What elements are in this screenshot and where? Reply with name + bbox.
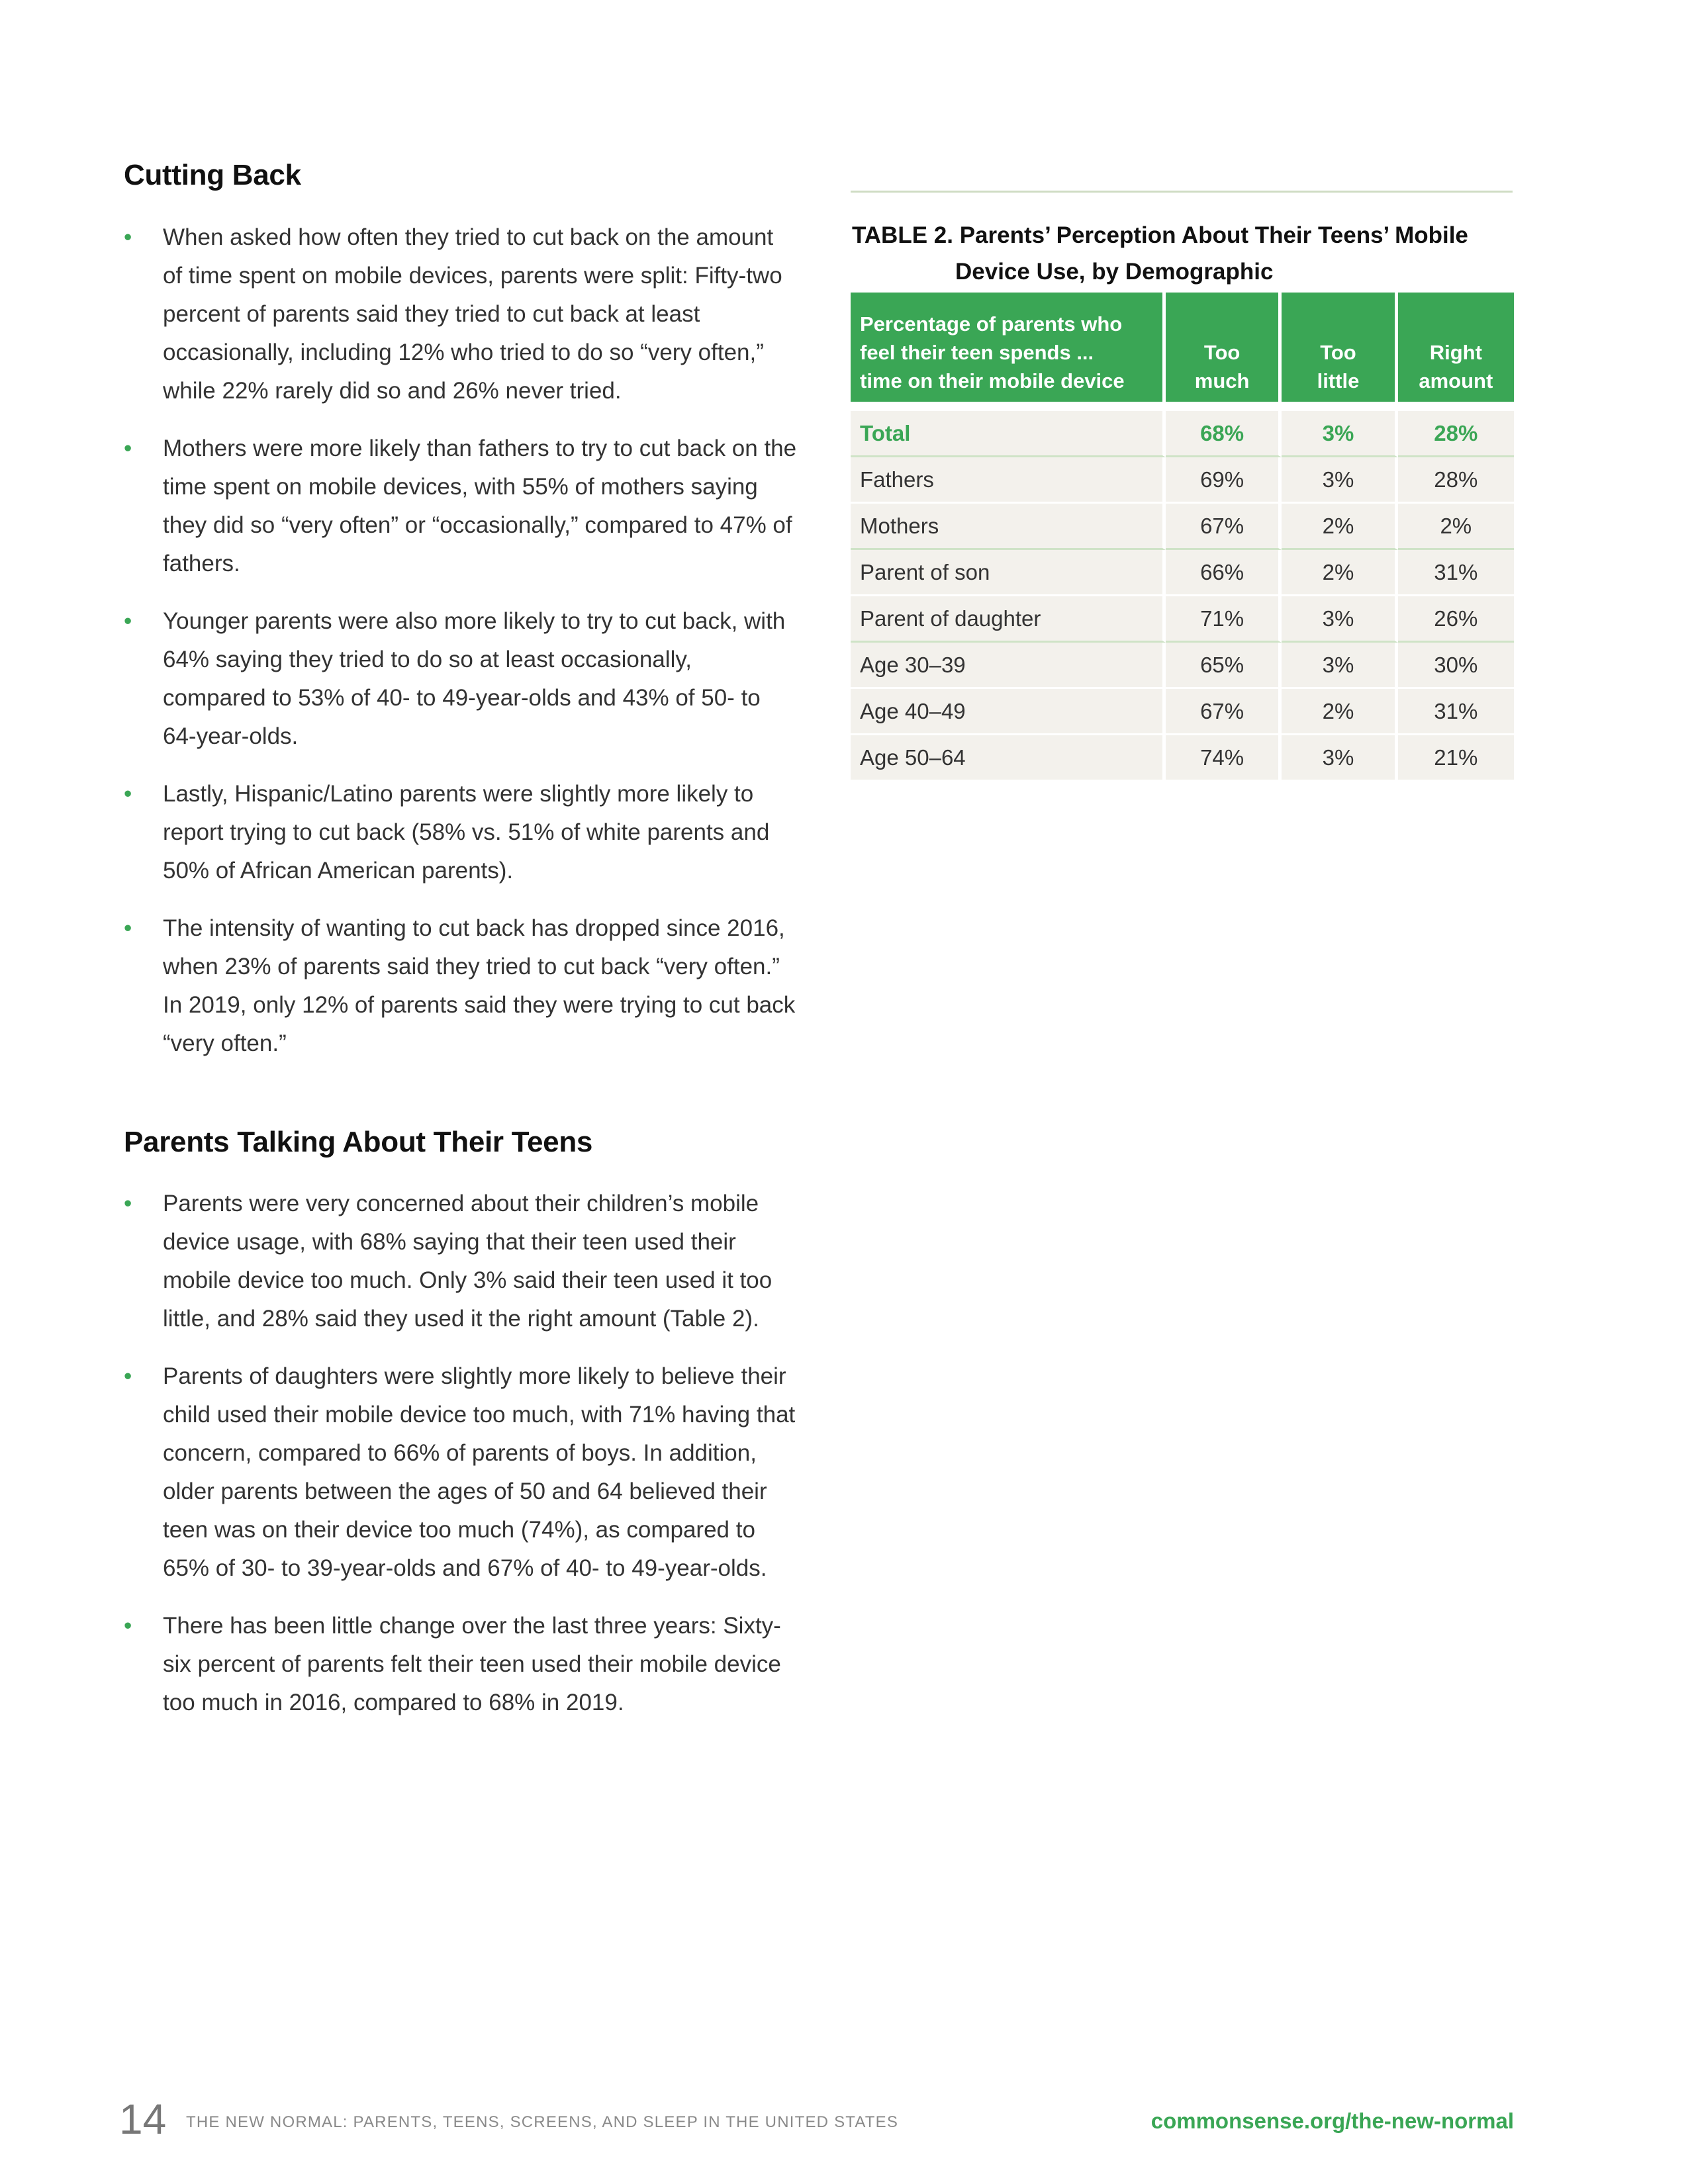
cell-right-amount: 31%: [1398, 689, 1514, 735]
table-title: [852, 217, 1514, 290]
table-header-right-amount: [1398, 293, 1514, 402]
row-label: Age 40–49: [851, 689, 1166, 735]
cell-too-much: 65%: [1166, 643, 1282, 689]
bullet-list-parents-talking: [124, 1185, 799, 1741]
bullet-icon: •: [124, 915, 132, 941]
table-row: [851, 689, 1514, 735]
data-table: [851, 293, 1514, 782]
bullet-text: Mothers were more likely than fathers to try to cut back on the time spent on mobile devices, with 55% of mothers saying they did so “very often” or “occasionally,” compared to 47% of fathers.: [163, 435, 797, 576]
row-label: Total: [851, 411, 1166, 457]
table-header-too-little: [1282, 293, 1397, 402]
header-too-much-line-1: Too: [1203, 341, 1241, 364]
cell-too-little: 3%: [1282, 596, 1397, 643]
cell-too-little: 2%: [1282, 689, 1397, 735]
table-title-line-2: Device Use, by Demographic: [955, 259, 1274, 285]
row-label: Age 50–64: [851, 735, 1166, 782]
footer-url-link[interactable]: commonsense.org/the-new-normal: [1150, 2109, 1514, 2133]
bullet-text: Parents of daughters were slightly more likely to believe their child used their mobile device too much, with 71% having that concern, compared to 66% of parents of boys. In addition, older parents between the ages of 50 and 64 believed their teen was on their device too much (74%), as compared to 65% of 30- to 39-year-olds and 67% of 40- to 49-year-olds.: [163, 1363, 796, 1581]
bullet-item: [124, 218, 799, 410]
section-heading-parents-talking: Parents Talking About Their Teens: [124, 1126, 593, 1158]
table-title-line-1: TABLE 2. Parents’ Perception About Their Teens’ Mobile: [852, 222, 1468, 248]
cell-too-little: 3%: [1282, 411, 1397, 457]
bullet-icon: •: [124, 1191, 132, 1216]
table-row: [851, 550, 1514, 596]
table-row-total: [851, 411, 1514, 457]
header-too-much-line-2: much: [1194, 369, 1250, 392]
bullet-text: Parents were very concerned about their children’s mobile device usage, with 68% saying that their teen used their mobile device too much. Only 3% said their teen used it too little, and 28% said they used it the right amount (Table 2).: [163, 1191, 773, 1332]
cell-right-amount: 28%: [1398, 457, 1514, 504]
table-top-rule: [851, 191, 1513, 193]
table-spacer-row: [851, 402, 1514, 411]
header-right-amount-line-2: amount: [1419, 369, 1493, 392]
table-row: [851, 643, 1514, 689]
section-heading-cutting-back: Cutting Back: [124, 159, 301, 191]
cell-right-amount: 31%: [1398, 550, 1514, 596]
cell-too-little: 3%: [1282, 457, 1397, 504]
row-label: Parent of daughter: [851, 596, 1166, 643]
cell-right-amount: 26%: [1398, 596, 1514, 643]
bullet-icon: •: [124, 1363, 132, 1389]
header-too-little-line-2: little: [1317, 369, 1360, 392]
header-too-little-line-1: Too: [1320, 341, 1356, 364]
cell-right-amount: 28%: [1398, 411, 1514, 457]
table-header-label: [851, 293, 1166, 402]
bullet-item: [124, 775, 799, 890]
table-header-row: [851, 293, 1514, 402]
header-label-line-3: time on their mobile device: [860, 369, 1125, 392]
cell-too-little: 3%: [1282, 735, 1397, 782]
table-header-too-much: [1166, 293, 1282, 402]
bullet-item: [124, 909, 799, 1063]
cell-too-little: 2%: [1282, 550, 1397, 596]
bullet-item: [124, 1357, 799, 1588]
bullet-icon: •: [124, 1613, 132, 1639]
header-label-line-2: feel their teen spends ...: [860, 341, 1094, 364]
header-right-amount-line-1: Right: [1429, 341, 1482, 364]
cell-too-much: 71%: [1166, 596, 1282, 643]
bullet-icon: •: [124, 781, 132, 807]
row-label: Mothers: [851, 504, 1166, 550]
bullet-text: The intensity of wanting to cut back has dropped since 2016, when 23% of parents said they tried to cut back “very often.” In 2019, only 12% of parents said they were trying to cut back “very often.”: [163, 915, 796, 1056]
bullet-item: [124, 1185, 799, 1338]
cell-right-amount: 21%: [1398, 735, 1514, 782]
page-number: 14: [119, 2095, 167, 2143]
footer-report-title: THE NEW NORMAL: PARENTS, TEENS, SCREENS, AND SLEEP IN THE UNITED STATES: [186, 2113, 899, 2131]
cell-too-little: 3%: [1282, 643, 1397, 689]
cell-too-much: 74%: [1166, 735, 1282, 782]
bullet-text: When asked how often they tried to cut back on the amount of time spent on mobile devices, parents were split: Fifty-two percent of parents said they tried to cut back at least occasionally, including 12% who tried to do so “very often,” while 22% rarely did so and 26% never tried.: [163, 224, 782, 404]
cell-right-amount: 2%: [1398, 504, 1514, 550]
bullet-icon: •: [124, 224, 132, 250]
cell-right-amount: 30%: [1398, 643, 1514, 689]
cell-too-much: 67%: [1166, 689, 1282, 735]
bullet-text: Younger parents were also more likely to try to cut back, with 64% saying they tried to do so at least occasionally, compared to 53% of 40- to 49-year-olds and 43% of 50- to 64-year-olds.: [163, 608, 786, 749]
bullet-icon: •: [124, 608, 132, 634]
table-row: [851, 457, 1514, 504]
row-label: Fathers: [851, 457, 1166, 504]
table-row: [851, 596, 1514, 643]
header-label-line-1: Percentage of parents who: [860, 312, 1123, 336]
cell-too-little: 2%: [1282, 504, 1397, 550]
bullet-list-cutting-back: [124, 218, 799, 1082]
cell-too-much: 69%: [1166, 457, 1282, 504]
row-label: Parent of son: [851, 550, 1166, 596]
bullet-text: Lastly, Hispanic/Latino parents were slightly more likely to report trying to cut back (58% vs. 51% of white parents and 50% of African American parents).: [163, 781, 770, 884]
table-row: [851, 504, 1514, 550]
table-row: [851, 735, 1514, 782]
cell-too-much: 68%: [1166, 411, 1282, 457]
cell-too-much: 67%: [1166, 504, 1282, 550]
cell-too-much: 66%: [1166, 550, 1282, 596]
bullet-item: [124, 602, 799, 756]
bullet-icon: •: [124, 435, 132, 461]
bullet-item: [124, 430, 799, 583]
row-label: Age 30–39: [851, 643, 1166, 689]
bullet-text: There has been little change over the last three years: Sixty-six percent of parents felt their teen used their mobile device too much in 2016, compared to 68% in 2019.: [163, 1613, 781, 1715]
bullet-item: [124, 1607, 799, 1722]
